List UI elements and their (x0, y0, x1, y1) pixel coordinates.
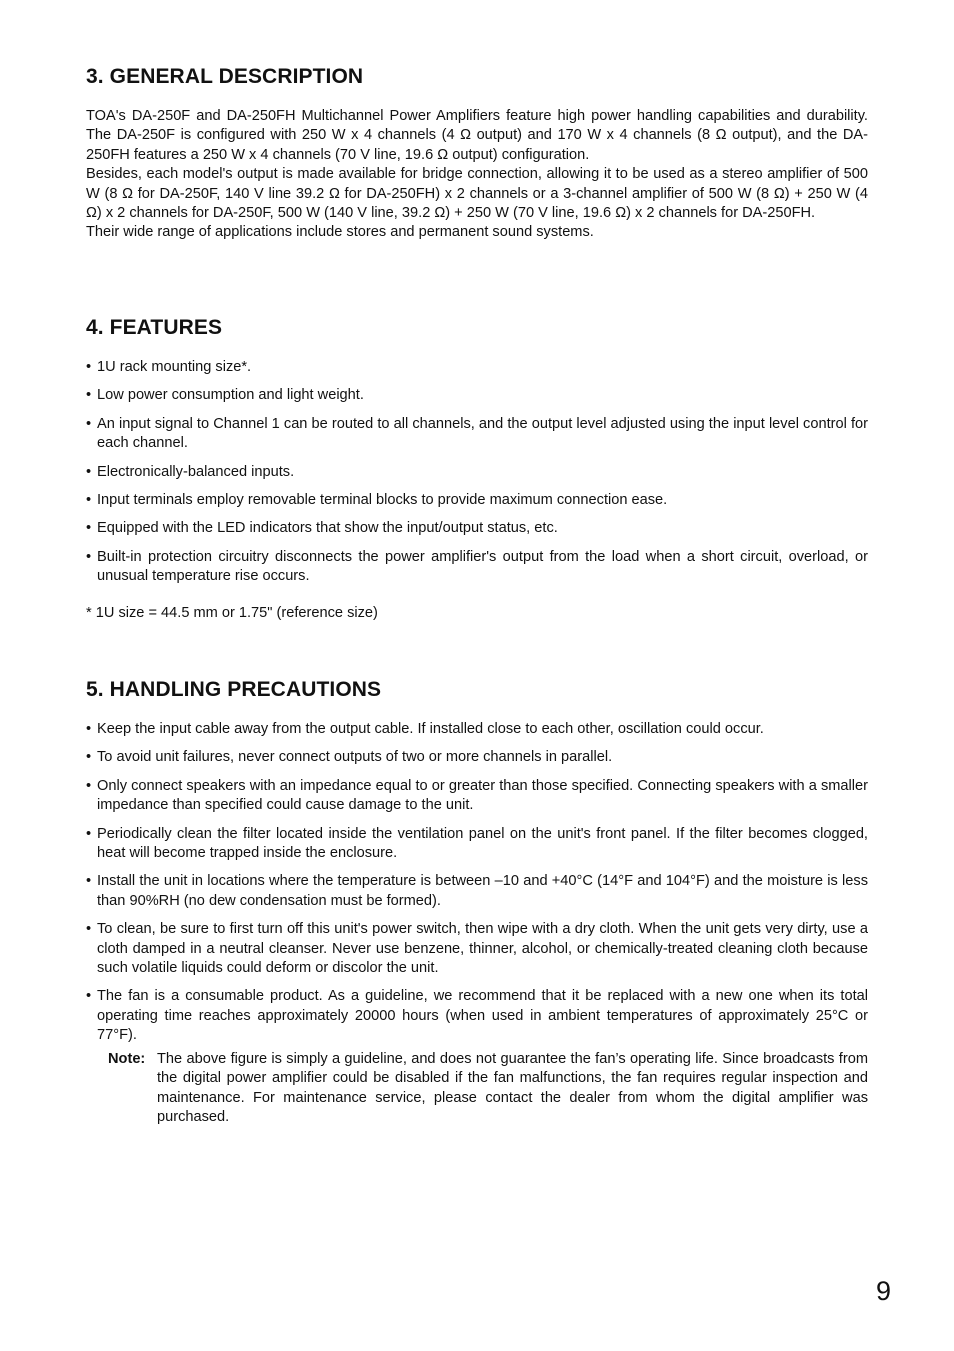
list-item: • Low power consumption and light weight. (86, 386, 868, 405)
bullet-icon: • (86, 548, 92, 565)
bullet-icon: • (86, 387, 92, 404)
note-text: The above figure is simply a guideline, and does not guarantee the fan’s operating life. Since broadcasts from the digital power amplifier could be disabled if the fan malfunctions, the fan requires regular inspection and maintenance. For maintenance service, please contact the dealer from whom the digital amplifier was purchased. (157, 1050, 868, 1125)
bullet-icon: • (86, 749, 92, 766)
bullet-icon: • (86, 777, 92, 794)
bullet-icon: • (86, 721, 92, 737)
general-paragraph-3: Their wide range of applications include stores and permanent sound systems. (86, 224, 594, 241)
bullet-icon: • (86, 921, 92, 938)
list-item: • To avoid unit failures, never connect outputs of two or more channels in parallel. (86, 748, 868, 767)
list-item: • Equipped with the LED indicators that show the input/output status, etc. (86, 519, 868, 538)
rack-size-footnote: * 1U size = 44.5 mm or 1.75" (reference size) (86, 605, 378, 621)
bullet-icon: • (86, 415, 92, 432)
features-list (86, 358, 868, 596)
bullet-icon: • (86, 825, 92, 842)
list-item: • Periodically clean the filter located inside the ventilation panel on the unit's front panel. If the filter becomes clogged, heat will become trapped inside the enclosure. (86, 825, 868, 862)
precautions-list (86, 720, 868, 1127)
bullet-icon: • (86, 520, 92, 537)
general-paragraph-2: Besides, each model's output is made available for bridge connection, allowing it to be used as a stereo amplifier of 500 W (8 Ω for DA-250F, 140 V line 39.2 Ω for DA-250FH) x 2 channels or a 3-channel amplifier of 500 W (8 Ω) + 250 W (4 Ω) x 2 channels for DA-250F, 500 W (140 V line, 39.2 Ω) + 250 W (70 V line, 19.6 Ω) x 2 channels for DA-250FH. (86, 166, 868, 222)
bullet-icon: • (86, 359, 92, 375)
bullet-icon: • (86, 492, 92, 509)
bullet-icon: • (86, 988, 92, 1005)
bullet-icon: • (86, 463, 92, 480)
list-item: • Electronically-balanced inputs. (86, 463, 868, 482)
list-item: • Input terminals employ removable terminal blocks to provide maximum connection ease. (86, 491, 868, 510)
page-number: 9 (876, 1276, 892, 1306)
general-description-heading: 3. GENERAL DESCRIPTION (86, 65, 364, 88)
list-item: • An input signal to Channel 1 can be routed to all channels, and the output level adjusted using the input level control for each channel. (86, 415, 868, 452)
list-item: • Install the unit in locations where the temperature is between –10 and +40°C (14°F and 104°F) and the moisture is less than 90%RH (no dew condensation must be formed). (86, 873, 868, 909)
fan-note (97, 1050, 868, 1128)
general-paragraph-1: TOA's DA-250F and DA-250FH Multichannel Power Amplifiers feature high power handling capabilities and durability. The DA-250F is configured with 250 W x 4 channels (4 Ω output) and 170 W x 4 channels (8 Ω output), and the DA-250FH features a 250 W x 4 channels (70 V line, 19.6 Ω output) configuration. (86, 108, 868, 163)
note-label: Note: (108, 1050, 146, 1067)
handling-precautions-heading: 5. HANDLING PRECAUTIONS (86, 678, 382, 701)
list-item: • 1U rack mounting size*. (86, 358, 868, 377)
general-description-body (86, 107, 868, 243)
features-heading: 4. FEATURES (86, 316, 223, 339)
list-item: • The fan is a consumable product. As a guideline, we recommend that it be replaced with a new one when its total operating time reaches approximately 20000 hours (when used in ambient temperatures of approximately 25°C or 77°F). Note: The above figure is simply a guideline, and does not guarantee the fan’s operating life. Since broadcasts from the digital power amplifier could be disabled if the fan malfunctions, the fan requires regular inspection and maintenance. For maintenance service, please contact the dealer from whom the digital amplifier was purchased. (86, 987, 868, 1127)
list-item: • To clean, be sure to first turn off this unit's power switch, then wipe with a dry cloth. When the unit gets very dirty, use a cloth damped in a neutral cleanser. Never use benzene, thinner, alcohol, or chemically-treated cleaning cloth because such volatile liquids could deform or discolor the unit. (86, 921, 868, 977)
list-item: • Only connect speakers with an impedance equal to or greater than those specified. Connecting speakers with a smaller impedance than specified could cause damage to the unit. (86, 777, 868, 814)
list-item: • Keep the input cable away from the output cable. If installed close to each other, oscillation could occur. (86, 720, 868, 739)
list-item: • Built-in protection circuitry disconnects the power amplifier's output from the load when a short circuit, overload, or unusual temperature rise occurs. (86, 548, 868, 585)
bullet-icon: • (86, 873, 92, 890)
